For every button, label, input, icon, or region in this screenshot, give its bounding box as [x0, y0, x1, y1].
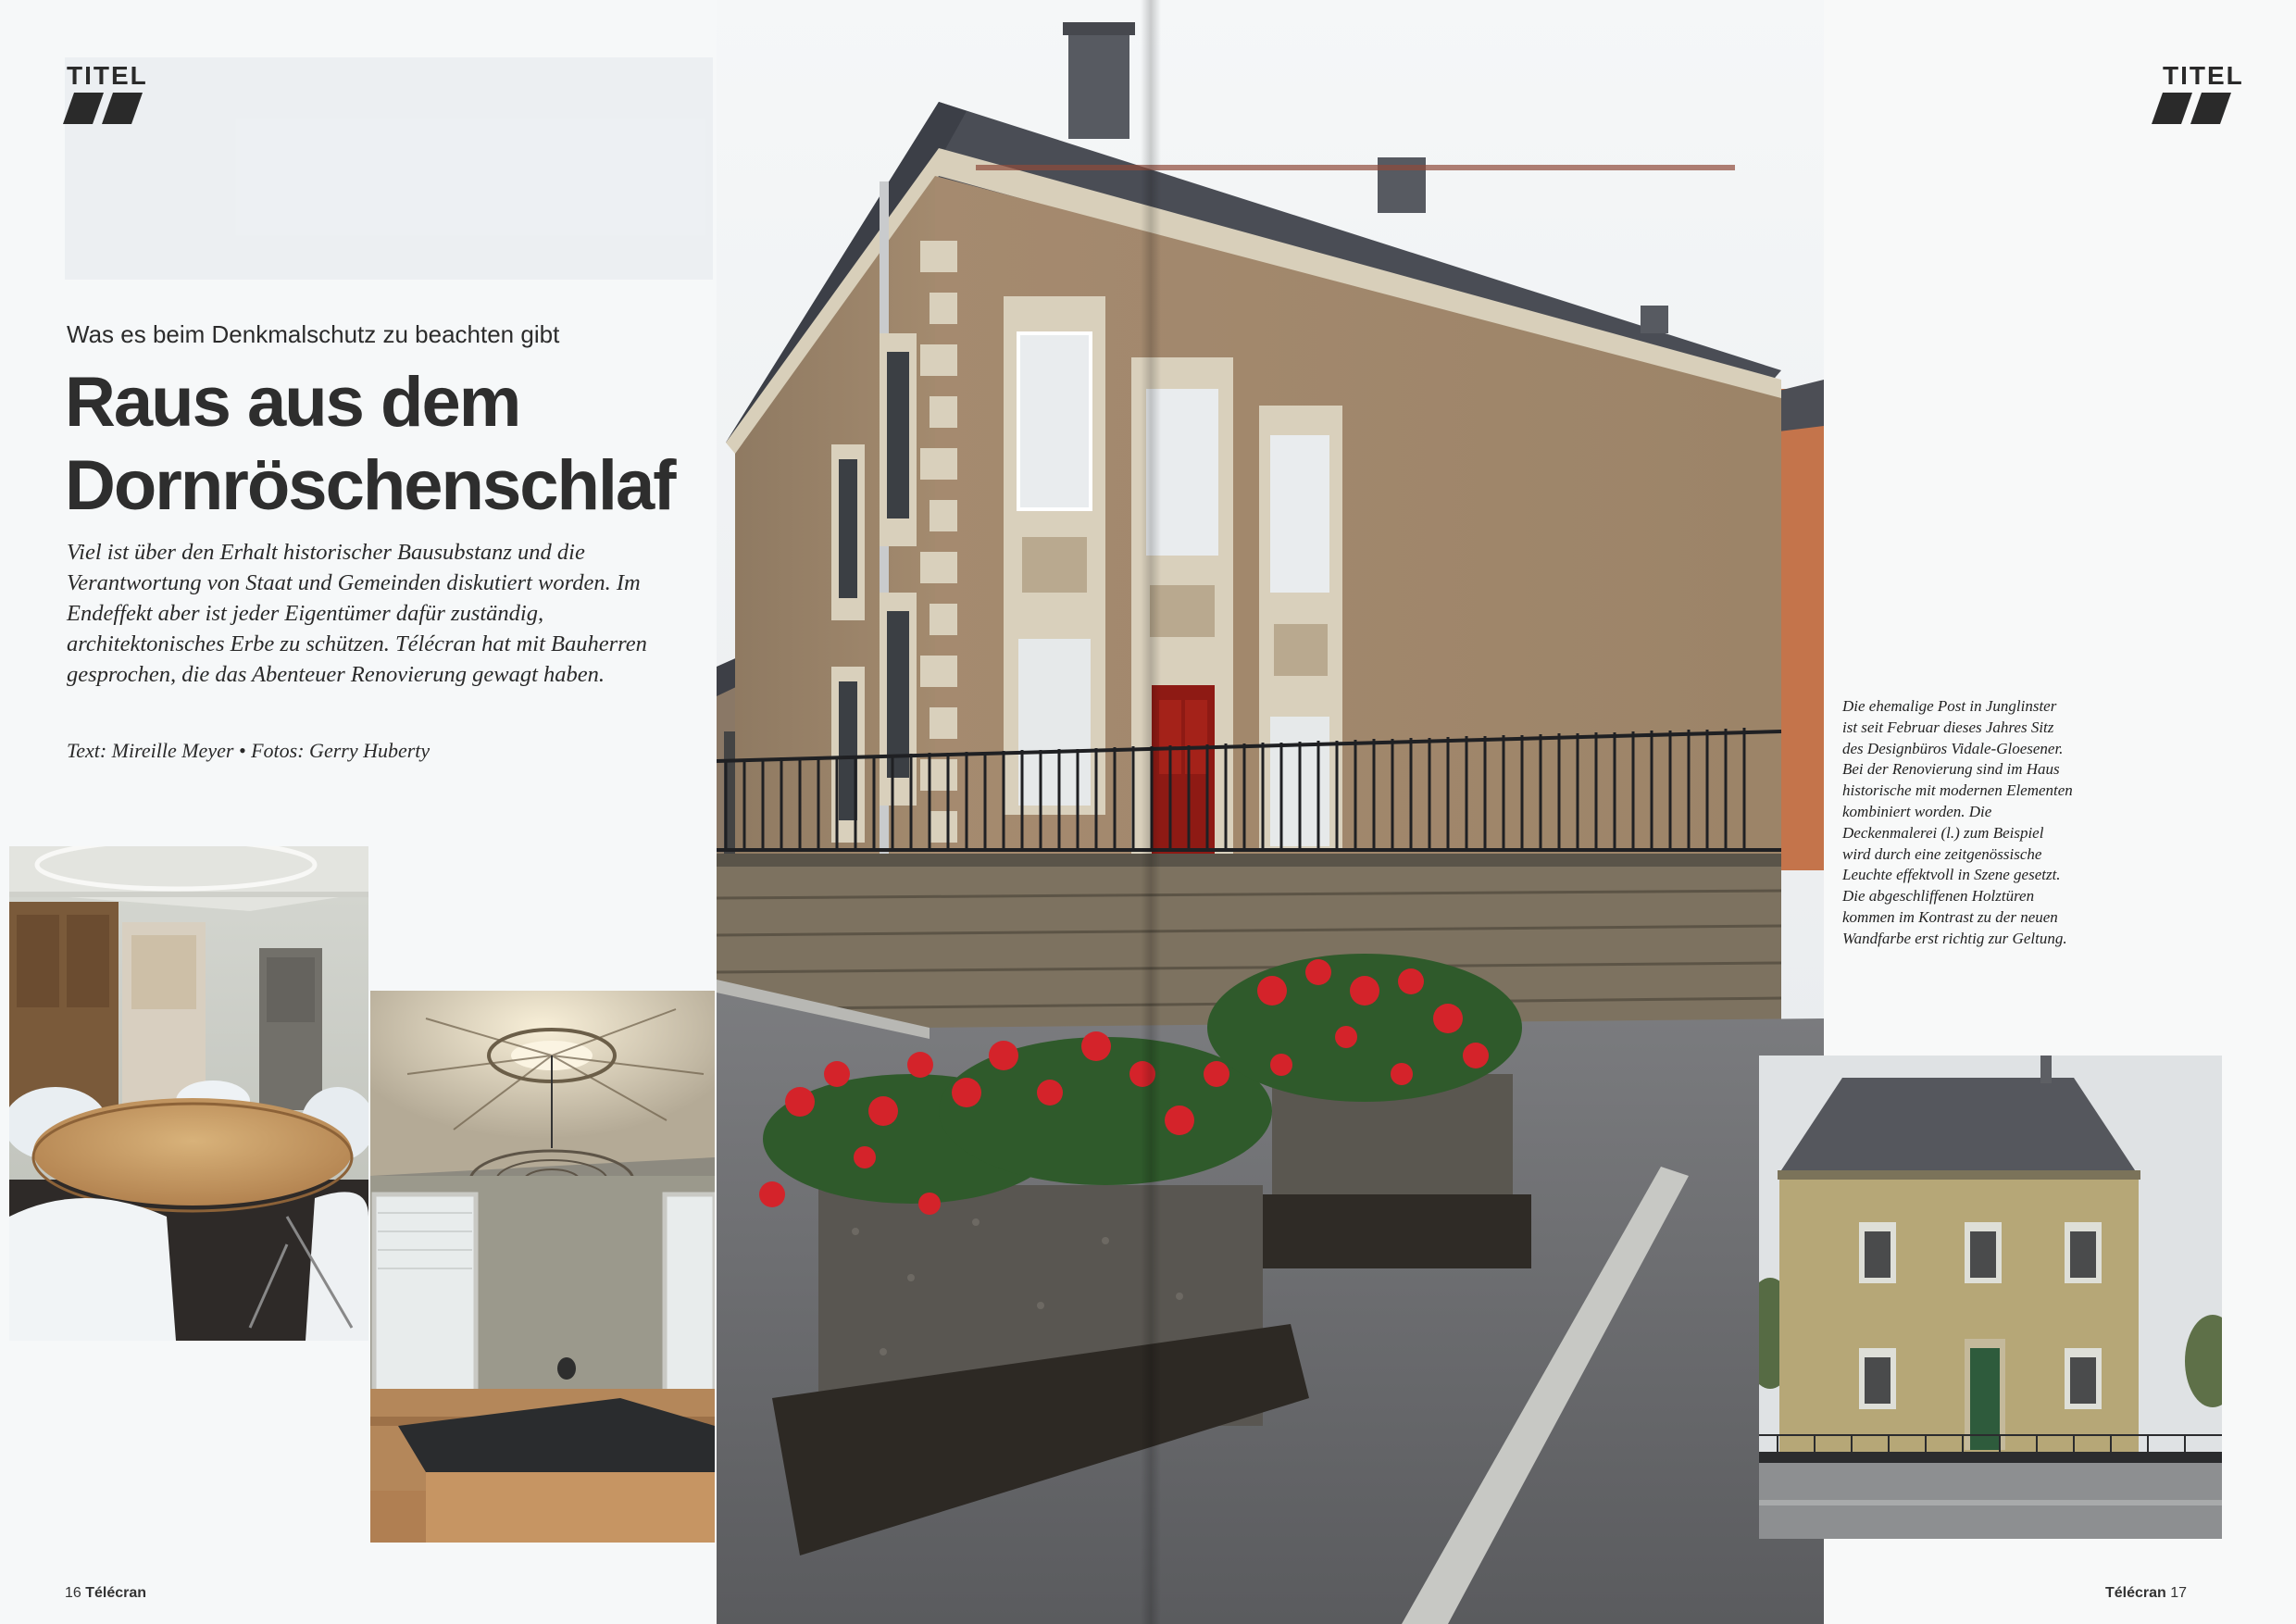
bleed-through-block: [65, 57, 713, 280]
page-number-left: 16: [65, 1585, 81, 1601]
section-label-right: TITEL: [2163, 61, 2244, 90]
brand-left: Télécran: [85, 1585, 147, 1601]
section-label: TITEL: [67, 61, 148, 90]
page-number-right: 17: [2170, 1585, 2188, 1601]
article-lead: Viel ist über den Erhalt historischer Bausubstanz und die Verantwortung von Staat und Gemeinden diskutiert worden. Im Endeffekt aber ist jeder Eigentümer dafür zuständig, architektonisches Erbe zu schützen. Télécran hat mit Bauherren gesprochen, die das Abenteuer Renovierung gewagt haben.: [67, 540, 647, 687]
photo-meeting-room: [9, 846, 368, 1341]
brand-right: Télécran: [2105, 1585, 2166, 1601]
headline-line-1: Raus aus dem: [65, 363, 520, 442]
photo-caption: Die ehemalige Post in Junglinster ist seit Februar dieses Jahres Sitz des Designbüros Vidale-Gloesener. Bei der Renovierung sind im Haus historische mit modernen Elementen kombiniert worden. Die Deckenmalerei (l.) zum Beispiel wird durch eine zeitgenössische Leuchte effektvoll in Szene gesetzt. Die abgeschliffenen Holztüren kommen im Kontrast zu der neuen Wandfarbe erst richtig zur Geltung.: [1842, 697, 2073, 947]
section-slash-icon: [2152, 93, 2231, 124]
section-slash-icon: [63, 93, 143, 124]
article-kicker: Was es beim Denkmalschutz zu beachten gibt: [67, 320, 560, 348]
photo-old-post-office: [717, 0, 1824, 1624]
headline-line-2: Dornröschenschlaf: [65, 446, 675, 525]
folio-left: [65, 1585, 146, 1602]
folio-right: [2105, 1585, 2187, 1602]
photo-pendant-lamp-room: [370, 991, 715, 1543]
article-headline: [65, 361, 713, 528]
article-credits: Text: Mireille Meyer • Fotos: Gerry Huberty: [67, 739, 430, 762]
photo-house-before: [1759, 1056, 2222, 1539]
